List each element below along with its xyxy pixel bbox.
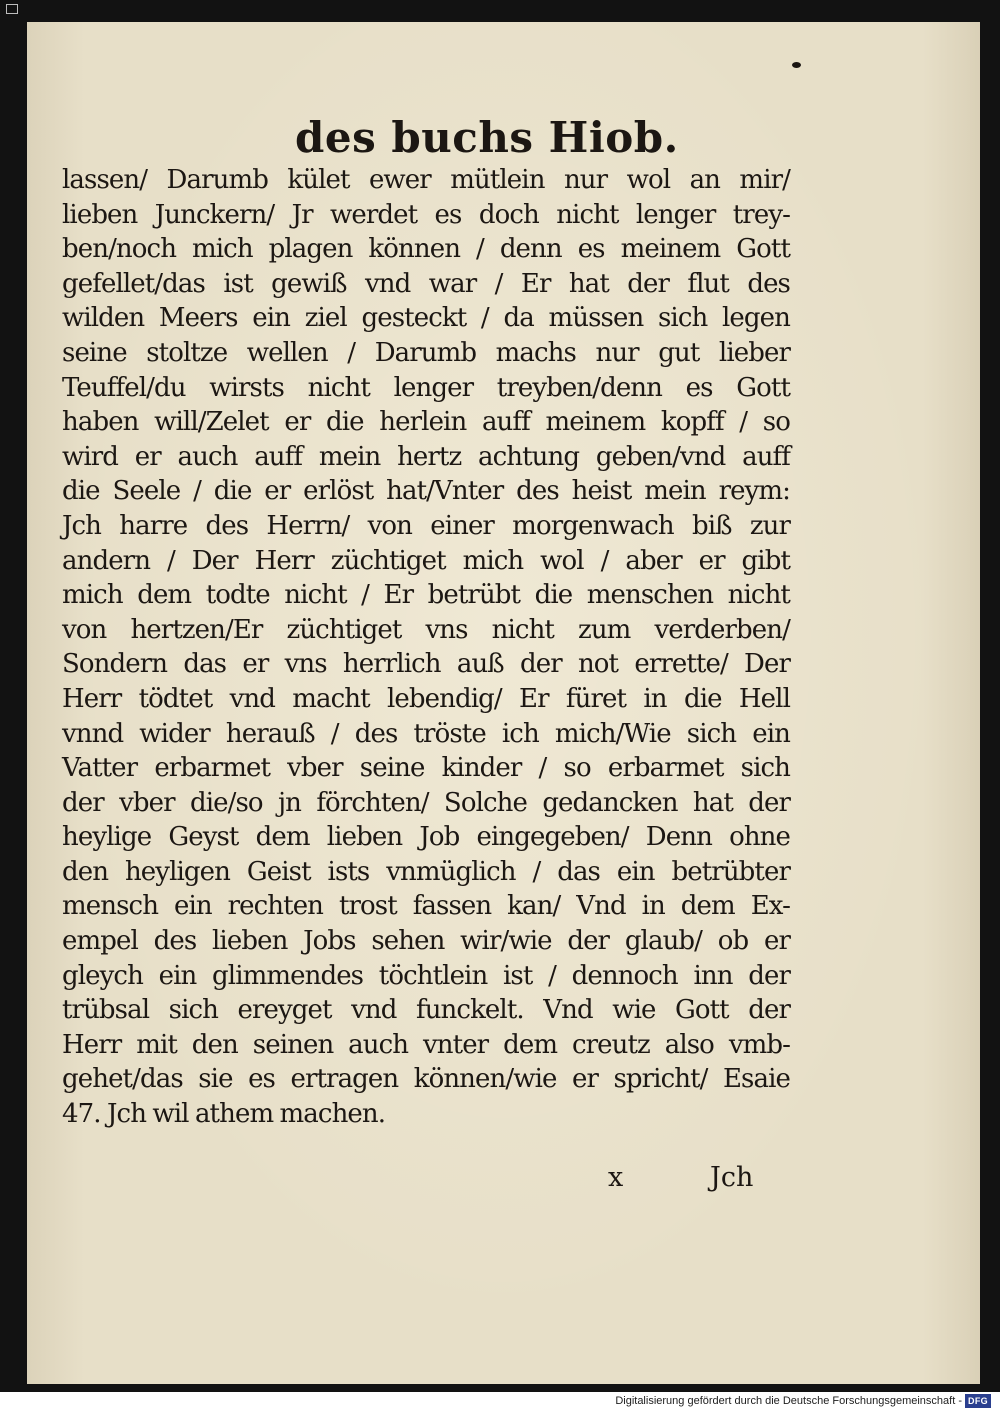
catchword: Jch [710, 1162, 754, 1193]
text-line: den heyligen Geist ists vnmüglich / das ein betrübter [62, 856, 790, 887]
text-line: vnnd wider herauß / des tröste ich mich/Wie sich ein [62, 718, 790, 749]
text-line: Jch harre des Herrn/ von einer morgenwach biß zur [62, 510, 790, 541]
text-line: Herr mit den seinen auch vnter dem creutz also vmb- [62, 1029, 790, 1060]
text-line: andern / Der Herr züchtiget mich wol / aber er gibt [62, 545, 790, 576]
text-line: die Seele / die er erlöst hat/Vnter des heist mein reym: [62, 476, 790, 507]
text-line: Vatter erbarmet vber seine kinder / so erbarmet sich [62, 753, 790, 784]
text-line: lieben Junckern/ Jr werdet es doch nicht lenger trey- [62, 199, 790, 230]
text-line: trübsal sich ereyget vnd funckelt. Vnd wie Gott der [62, 995, 790, 1026]
text-line: Herr tödtet vnd macht lebendig/ Er füret in die Hell [62, 683, 790, 714]
funding-credit: Digitalisierung gefördert durch die Deutsche Forschungsgemeinschaft - [615, 1395, 962, 1407]
body-text [62, 163, 790, 1132]
text-line: seine stoltze wellen / Darumb machs nur gut lieber [62, 337, 790, 368]
text-line: Sondern das er vns herrlich auß der not errette/ Der [62, 649, 790, 680]
text-line: haben will/Zelet er die herlein auff meinem kopff / so [62, 407, 790, 438]
text-line: wird er auch auff mein hertz achtung geben/vnd auff [62, 441, 790, 472]
signature-mark: x [608, 1162, 624, 1193]
text-line: heylige Geyst dem lieben Job eingegeben/ Denn ohne [62, 822, 790, 853]
text-line: wilden Meers ein ziel gesteckt / da müssen sich legen [62, 303, 790, 334]
text-line: gleych ein glimmendes töchtlein ist / dennoch inn der [62, 960, 790, 991]
text-line: gehet/das sie es ertragen können/wie er spricht/ Esaie [62, 1064, 790, 1095]
text-line: mensch ein rechten trost fassen kan/ Vnd in dem Ex- [62, 891, 790, 922]
text-line: mich dem todte nicht / Er betrübt die menschen nicht [62, 580, 790, 611]
text-line: 47. Jch wil athem machen. [62, 1099, 386, 1130]
text-line: von hertzen/Er züchtiget vns nicht zum verderben/ [62, 614, 790, 645]
ink-spot [792, 62, 801, 68]
corner-marker [6, 4, 18, 14]
text-line: der vber die/so jn förchten/ Solche gedancken hat der [62, 787, 790, 818]
text-line: gefellet/das ist gewiß vnd war / Er hat der flut des [62, 268, 790, 299]
running-head: des buchs Hiob. [295, 113, 679, 162]
text-line: ben/noch mich plagen können / denn es meinem Gott [62, 234, 790, 265]
text-line: Teuffel/du wirsts nicht lenger treyben/denn es Gott [62, 372, 790, 403]
dfg-logo[interactable]: DFG [965, 1394, 991, 1408]
text-line: lassen/ Darumb kület ewer mütlein nur wol an mir/ [62, 165, 790, 195]
text-line: empel des lieben Jobs sehen wir/wie der glaub/ ob er [62, 926, 790, 957]
